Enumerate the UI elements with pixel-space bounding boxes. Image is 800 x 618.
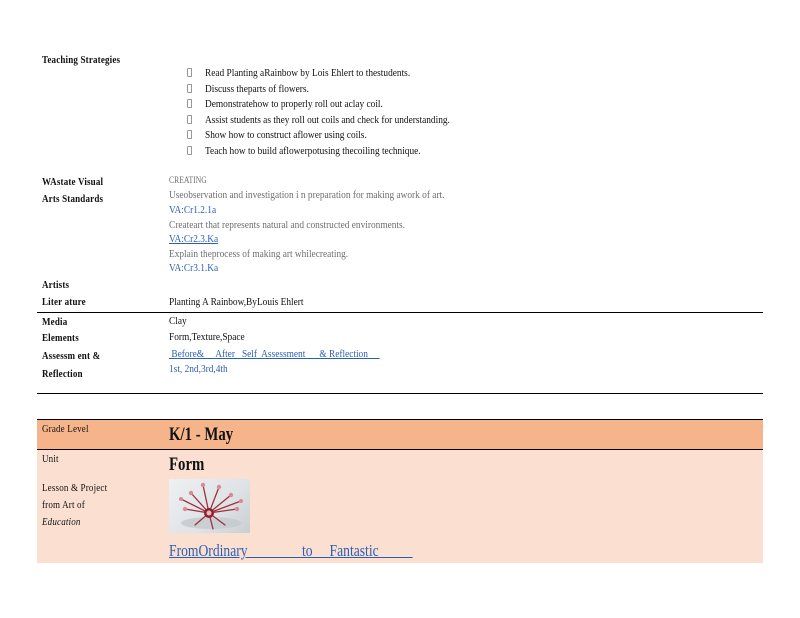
list-item: Read Planting aRainbow by Lois Ehlert to thestudents.: [187, 67, 493, 83]
standard-code: VA:Cr3.1.Ka: [169, 262, 219, 274]
list-item: Assist students as they roll out coils and check for understanding.: [187, 114, 493, 130]
coil-flower-icon: [169, 479, 250, 533]
unit-value: Form: [169, 454, 205, 475]
standards-heading: CREATING: [169, 175, 207, 185]
bullet-icon: [187, 99, 192, 109]
assessment-grades: 1st, 2nd,3rd,4th: [169, 363, 228, 375]
divider: [37, 449, 763, 450]
artists-label-line2: Liter ature: [42, 296, 86, 308]
standards-label-line1: WAstate Visual: [42, 176, 104, 188]
lesson-label-line3: Education: [42, 516, 81, 528]
bullet-icon: [187, 68, 192, 78]
standard-code: VA:Cr1.2.1a: [169, 204, 217, 216]
media-value: Clay: [169, 315, 187, 327]
standards-label-line2: Arts Standards: [42, 193, 104, 205]
divider: [37, 393, 763, 394]
unit-label: Unit: [42, 453, 59, 465]
elements-label: Elements: [42, 332, 79, 344]
standard-line: Useobservation and investigation i n preparation for making awork of art.: [169, 189, 445, 201]
artists-value: Planting A Rainbow,ByLouis Ehlert: [169, 296, 304, 308]
assessment-label-line2: Reflection: [42, 368, 83, 380]
grade-level-value: K/1 - May: [169, 424, 234, 445]
grade-level-band: [37, 419, 763, 449]
lesson-label-line2: from Art of: [42, 499, 85, 511]
bullet-icon: [187, 130, 192, 140]
bullet-icon: [187, 146, 192, 156]
divider: [37, 419, 763, 420]
grade-level-label: Grade Level: [42, 423, 89, 435]
assessment-link[interactable]: Before& After Self Assessment & Reflection: [169, 348, 380, 360]
list-item: Discuss theparts of flowers.: [187, 83, 493, 99]
bullet-icon: [187, 84, 192, 94]
bullet-icon: [187, 115, 192, 125]
artists-label-line1: Artists: [42, 279, 70, 291]
teaching-strategies-label: Teaching Strategies: [42, 54, 121, 66]
list-item: Demonstratehow to properly roll out aclay coil.: [187, 98, 493, 114]
teaching-strategies-list: [187, 67, 493, 160]
flower-sculpture-image: [169, 479, 250, 533]
lesson-title-link[interactable]: FromOrdinary to Fantastic: [169, 541, 413, 560]
list-item: Show how to construct aflower using coils.: [187, 129, 493, 145]
divider: [37, 312, 763, 313]
lesson-label-line1: Lesson & Project: [42, 482, 108, 494]
media-label: Media: [42, 316, 68, 328]
standard-line: Explain theprocess of making art whilecreating.: [169, 248, 349, 260]
assessment-label-line1: Assessm ent &: [42, 350, 101, 362]
list-item: Teach how to build aflowerpotusing thecoiling technique.: [187, 145, 493, 161]
standard-code-link[interactable]: VA:Cr2.3.Ka: [169, 233, 219, 245]
elements-value: Form,Texture,Space: [169, 331, 245, 343]
standard-line: Createart that represents natural and constructed environments.: [169, 219, 406, 231]
